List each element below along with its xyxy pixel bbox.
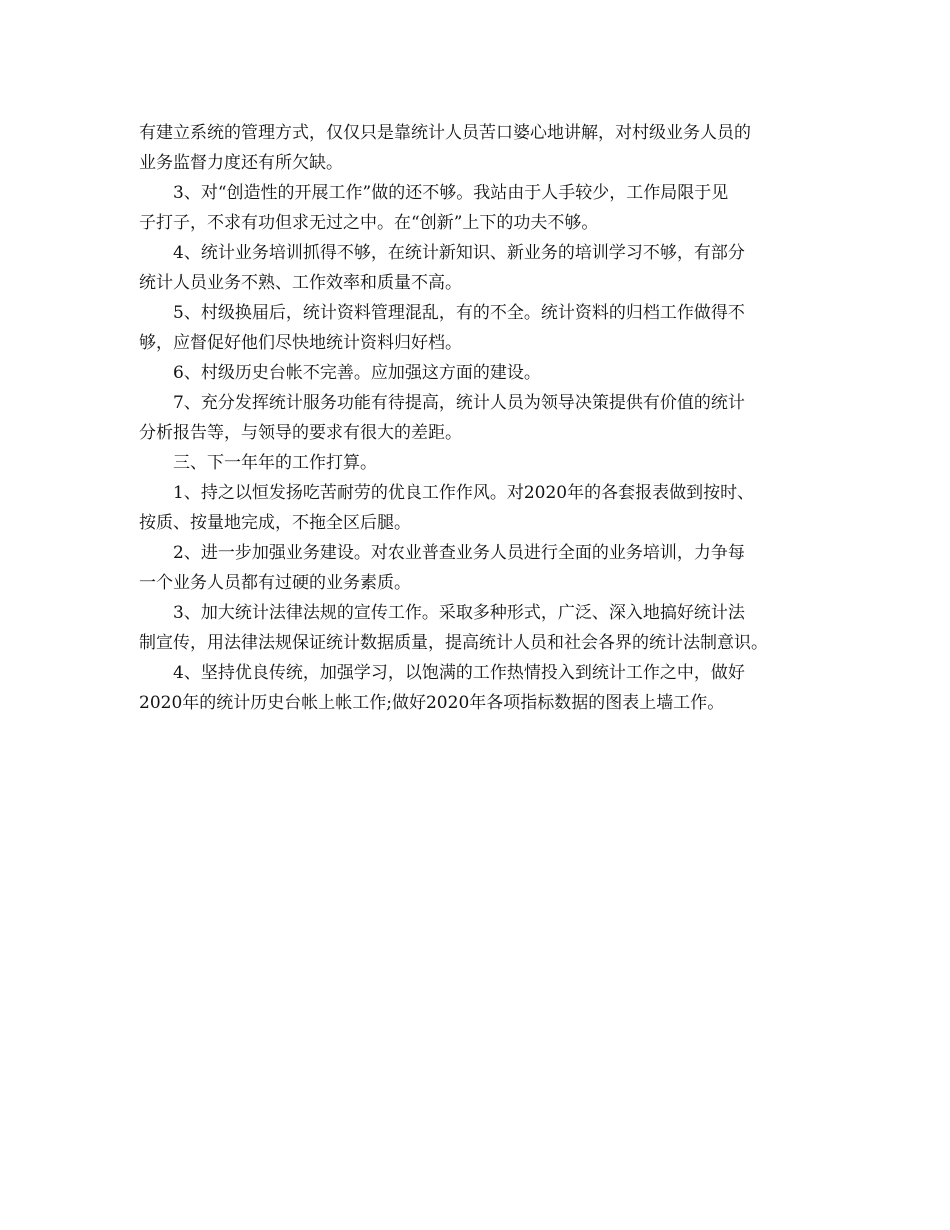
paragraph-line: 按质、按量地完成，不拖全区后腿。 xyxy=(139,513,411,533)
paragraph-line: 1、持之以恒发扬吃苦耐劳的优良工作作风。对2020年的各套报表做到按时、 xyxy=(173,483,755,503)
section-heading xyxy=(139,448,839,478)
paragraph-line: 业务监督力度还有所欠缺。 xyxy=(139,153,343,173)
paragraph-line: 分析报告等，与领导的要求有很大的差距。 xyxy=(139,423,462,443)
paragraph-line: 够，应督促好他们尽快地统计资料归好档。 xyxy=(139,333,462,353)
paragraph-5 xyxy=(139,358,839,388)
paragraph-line: 3、加大统计法律法规的宣传工作。采取多种形式，广泛、深入地搞好统计法 xyxy=(173,603,745,623)
paragraph-line: 6、村级历史台帐不完善。应加强这方面的建设。 xyxy=(173,363,541,383)
paragraph-2 xyxy=(139,178,839,238)
paragraph-line: 2、进一步加强业务建设。对农业普查业务人员进行全面的业务培训，力争每 xyxy=(173,543,745,563)
paragraph-6 xyxy=(139,388,839,448)
paragraph-line: 7、充分发挥统计服务功能有待提高，统计人员为领导决策提供有价值的统计 xyxy=(173,393,745,413)
paragraph-line: 有建立系统的管理方式，仅仅只是靠统计人员苦口婆心地讲解，对村级业务人员的 xyxy=(139,123,751,143)
paragraph-1 xyxy=(139,118,839,178)
paragraph-9 xyxy=(139,598,839,658)
paragraph-line: 3、对“创造性的开展工作”做的还不够。我站由于人手较少，工作局限于见 xyxy=(173,183,729,203)
paragraph-line: 4、统计业务培训抓得不够，在统计新知识、新业务的培训学习不够，有部分 xyxy=(173,243,745,263)
paragraph-3 xyxy=(139,238,839,298)
paragraph-4 xyxy=(139,298,839,358)
paragraph-line: 制宣传，用法律法规保证统计数据质量，提高统计人员和社会各界的统计法制意识。 xyxy=(139,633,768,653)
paragraph-10 xyxy=(139,658,839,718)
paragraph-line: 2020年的统计历史台帐上帐工作;做好2020年各项指标数据的图表上墙工作。 xyxy=(139,693,725,713)
paragraph-line: 子打子，不求有功但求无过之中。在“创新”上下的功夫不够。 xyxy=(139,213,599,233)
paragraph-line: 一个业务人员都有过硬的业务素质。 xyxy=(139,573,411,593)
section-heading-text: 三、下一年年的工作打算。 xyxy=(173,453,377,473)
paragraph-7 xyxy=(139,478,839,538)
paragraph-line: 5、村级换届后，统计资料管理混乱，有的不全。统计资料的归档工作做得不 xyxy=(173,303,745,323)
paragraph-8 xyxy=(139,538,839,598)
paragraph-line: 4、坚持优良传统，加强学习，以饱满的工作热情投入到统计工作之中，做好 xyxy=(173,663,745,683)
paragraph-line: 统计人员业务不熟、工作效率和质量不高。 xyxy=(139,273,462,293)
document-body xyxy=(139,118,839,718)
